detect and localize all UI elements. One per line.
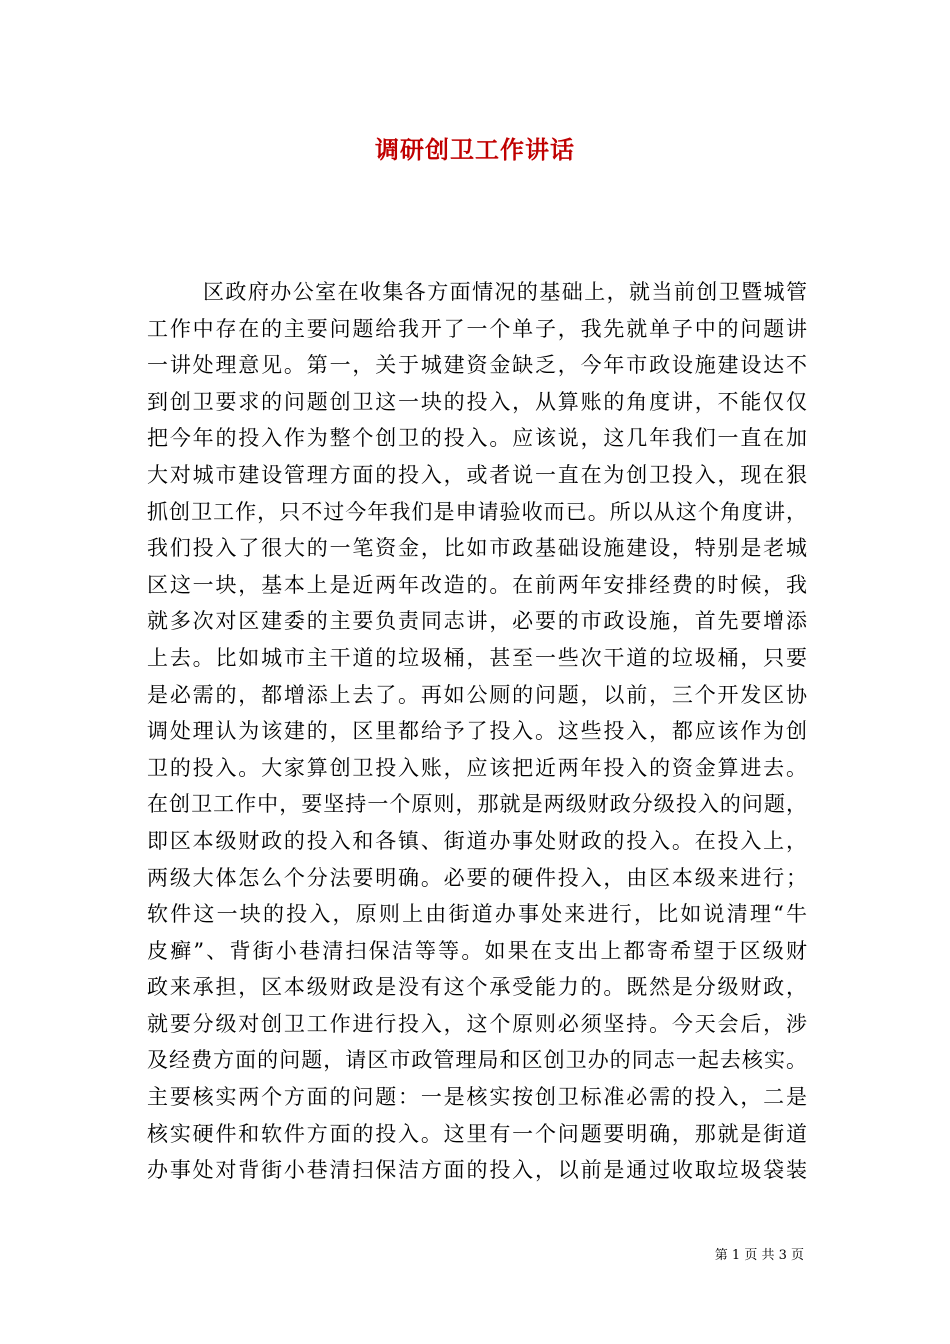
text-line: 两级大体怎么个分法要明确。必要的硬件投入，由区本级来进行； bbox=[147, 865, 807, 890]
text-line: 上去。比如城市主干道的垃圾桶，甚至一些次干道的垃圾桶，只要 bbox=[147, 645, 807, 670]
text-line: 区政府办公室在收集各方面情况的基础上，就当前创卫暨城管 bbox=[203, 280, 807, 304]
text-line: 工作中存在的主要问题给我开了一个单子，我先就单子中的问题讲 bbox=[147, 316, 807, 341]
text-line: 就要分级对创卫工作进行投入，这个原则必须坚持。今天会后，涉 bbox=[147, 1011, 807, 1036]
text-line: 办事处对背街小巷清扫保洁方面的投入，以前是通过收取垃圾袋装 bbox=[147, 1158, 807, 1183]
text-line: 我们投入了很大的一笔资金，比如市政基础设施建设，特别是老城 bbox=[147, 536, 807, 561]
page-number: 第 1 页 共 3 页 bbox=[714, 1248, 804, 1263]
text-line: 一讲处理意见。第一，关于城建资金缺乏，今年市政设施建设达不 bbox=[147, 353, 807, 378]
text-line: 即区本级财政的投入和各镇、街道办事处财政的投入。在投入上， bbox=[147, 828, 807, 853]
document-title: 调研创卫工作讲话 bbox=[375, 135, 575, 164]
text-line: 大对城市建设管理方面的投入，或者说一直在为创卫投入，现在狠 bbox=[147, 462, 807, 487]
text-line: 在创卫工作中，要坚持一个原则，那就是两级财政分级投入的问题， bbox=[147, 792, 807, 817]
text-line: 到创卫要求的问题创卫这一块的投入，从算账的角度讲，不能仅仅 bbox=[147, 389, 807, 414]
text-line: 把今年的投入作为整个创卫的投入。应该说，这几年我们一直在加 bbox=[147, 426, 807, 451]
text-line: 及经费方面的问题，请区市政管理局和区创卫办的同志一起去核实。 bbox=[147, 1048, 807, 1073]
text-line: 政来承担，区本级财政是没有这个承受能力的。既然是分级财政， bbox=[147, 975, 807, 1000]
text-line: 抓创卫工作，只不过今年我们是申请验收而已。所以从这个角度讲， bbox=[147, 499, 807, 524]
document-body bbox=[147, 274, 807, 1189]
text-line: 调处理认为该建的，区里都给予了投入。这些投入，都应该作为创 bbox=[147, 719, 807, 744]
text-line: 就多次对区建委的主要负责同志讲，必要的市政设施，首先要增添 bbox=[147, 609, 807, 634]
text-line: 核实硬件和软件方面的投入。这里有一个问题要明确，那就是街道 bbox=[147, 1121, 807, 1146]
text-line: 主要核实两个方面的问题：一是核实按创卫标准必需的投入，二是 bbox=[147, 1085, 807, 1110]
text-line: 皮癣”、背街小巷清扫保洁等等。如果在支出上都寄希望于区级财 bbox=[147, 938, 807, 963]
text-line: 软件这一块的投入，原则上由街道办事处来进行，比如说清理“牛 bbox=[147, 902, 807, 927]
text-line: 是必需的，都增添上去了。再如公厕的问题，以前，三个开发区协 bbox=[147, 682, 807, 707]
text-line: 区这一块，基本上是近两年改造的。在前两年安排经费的时候，我 bbox=[147, 572, 807, 597]
text-line: 卫的投入。大家算创卫投入账，应该把近两年投入的资金算进去。 bbox=[147, 755, 807, 780]
